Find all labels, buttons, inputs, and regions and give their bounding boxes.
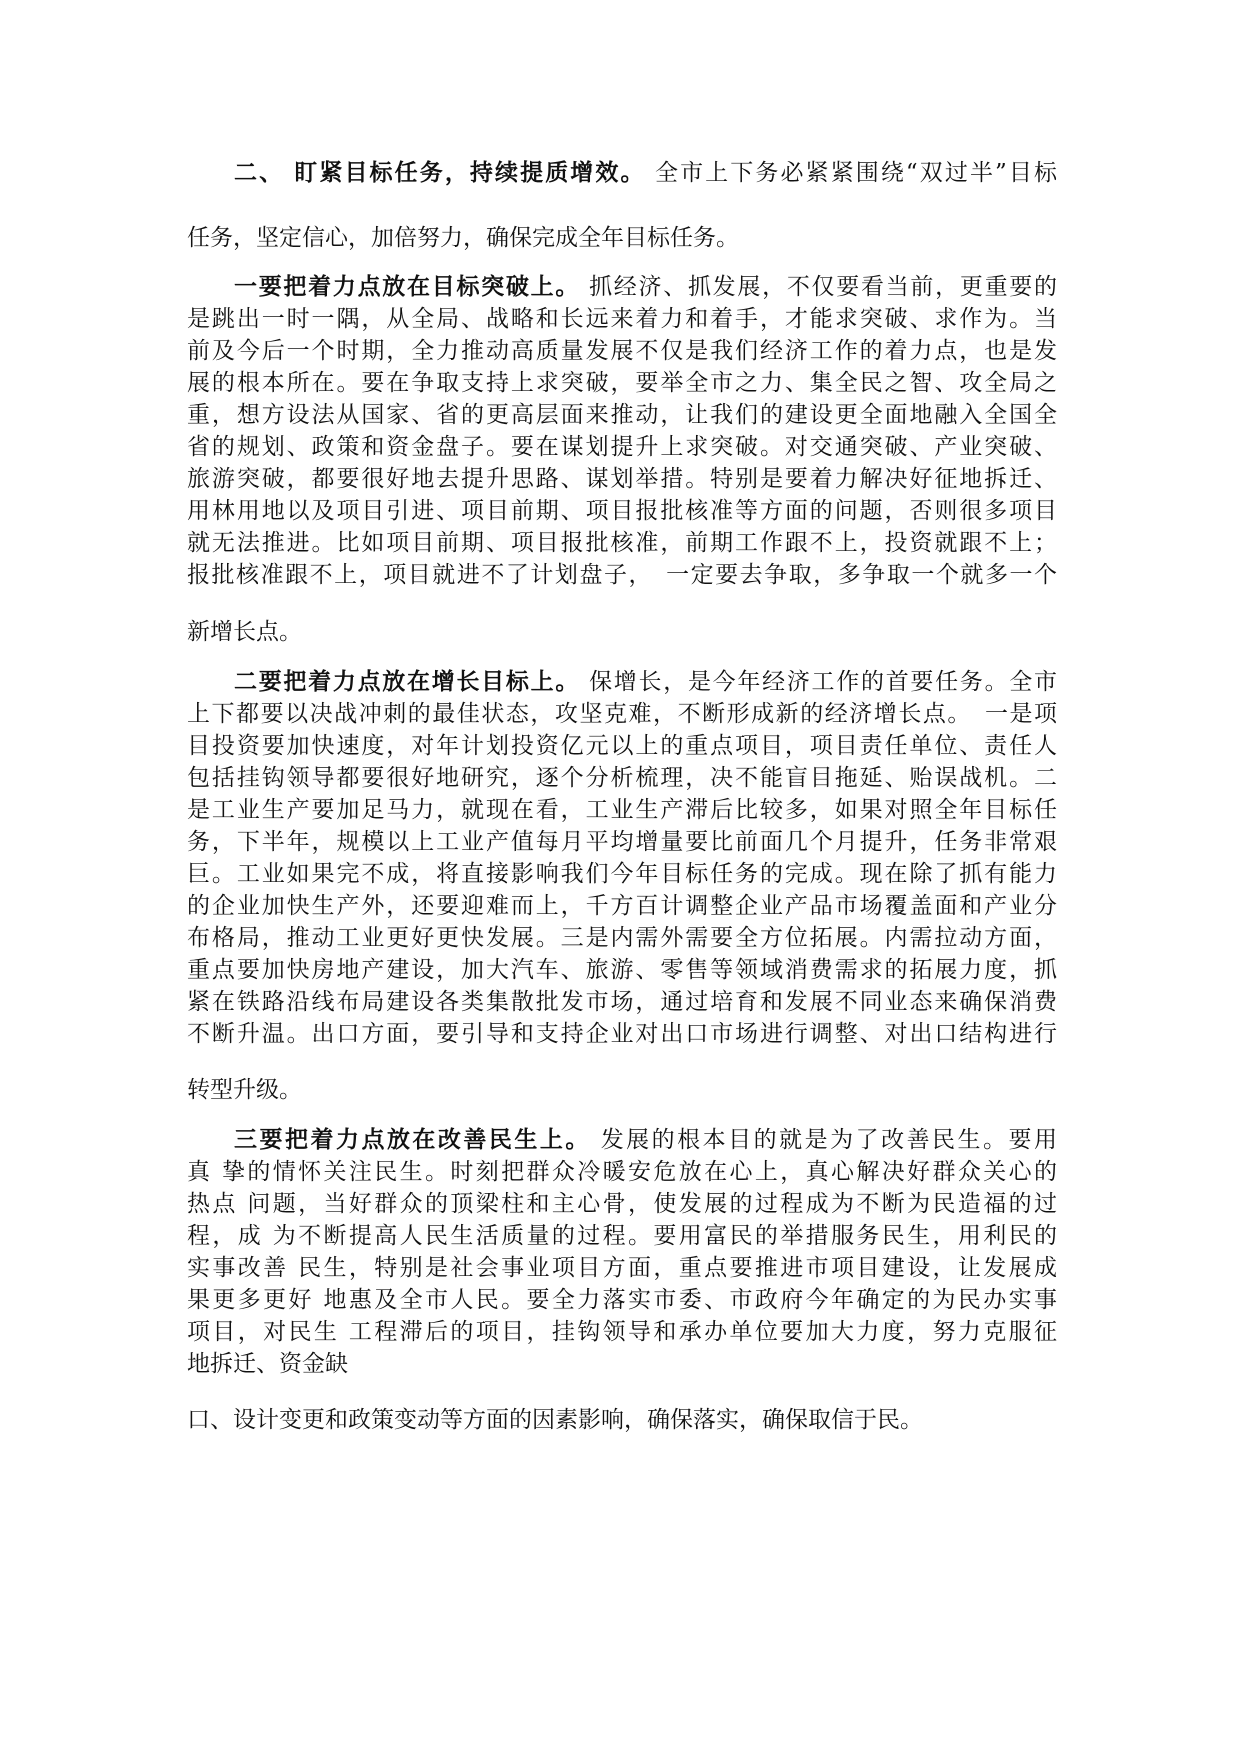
point-one-heading: 一要把着力点放在目标突破上。 — [234, 273, 581, 300]
point-two-line-1 — [234, 666, 1057, 698]
paragraph-line: 紧在铁路沿线布局建设各类集散批发市场，通过培育和发展不同业态来确保消费 — [187, 989, 1057, 1015]
point-three-heading: 三要把着力点放在改善民生上。 — [234, 1126, 591, 1153]
paragraph-line: 项目，对民生 工程滞后的项目，挂钩领导和承办单位要加大力度，努力克服征 — [187, 1319, 1057, 1345]
paragraph-line: 果更多更好 地惠及全市人民。要全力落实市委、市政府今年确定的为民办实事 — [187, 1287, 1057, 1313]
paragraph-line: 前及今后一个时期，全力推动高质量发展不仅是我们经济工作的着力点，也是发 — [187, 338, 1057, 364]
section-two-line-1 — [234, 157, 1057, 189]
paragraph-line: 用林用地以及项目引进、项目前期、项目报批核准等方面的问题，否则很多项目 — [187, 498, 1057, 524]
paragraph-line: 地拆迁、资金缺 — [187, 1351, 348, 1377]
point-two-text: 保增长，是今年经济工作的首要任务。全市 — [589, 669, 1057, 695]
paragraph-line: 是工业生产要加足马力，就现在看，工业生产滞后比较多，如果对照全年目标任 — [187, 797, 1057, 823]
paragraph-line: 程，成 为不断提高人民生活质量的过程。要用富民的举措服务民生，用利民的 — [187, 1223, 1057, 1249]
paragraph-line: 重点要加快房地产建设，加大汽车、旅游、零售等领域消费需求的拓展力度，抓 — [187, 957, 1057, 983]
paragraph-line: 省的规划、政策和资金盘子。要在谋划提升上求突破。对交通突破、产业突破、 — [187, 434, 1057, 460]
paragraph-line: 务，下半年，规模以上工业产值每月平均增量要比前面几个月提升，任务非常艰 — [187, 829, 1057, 855]
paragraph-line: 巨。工业如果完不成，将直接影响我们今年目标任务的完成。现在除了抓有能力 — [187, 861, 1057, 887]
paragraph-line: 包括挂钩领导都要很好地研究，逐个分析梳理，决不能盲目拖延、贻误战机。二 — [187, 765, 1057, 791]
paragraph-line: 是跳出一时一隅，从全局、战略和长远来着力和着手，才能求突破、求作为。当 — [187, 306, 1057, 332]
paragraph-line: 就无法推进。比如项目前期、项目报批核准，前期工作跟不上，投资就跟不上； — [187, 530, 1057, 556]
point-one-text: 抓经济、抓发展，不仅要看当前，更重要的 — [589, 274, 1057, 300]
point-one-line-1 — [234, 271, 1057, 303]
point-three-text: 发展的根本目的就是为了改善民生。要用 — [600, 1127, 1057, 1153]
paragraph-line: 上下都要以决战冲刺的最佳状态，攻坚克难，不断形成新的经济增长点。 一是项 — [187, 701, 1057, 727]
section-two-text: 全市上下务必紧紧围绕“双过半”目标 — [654, 160, 1057, 186]
paragraph-line: 旅游突破，都要很好地去提升思路、谋划举措。特别是要着力解决好征地拆迁、 — [187, 466, 1057, 492]
point-three-line-1 — [234, 1124, 1057, 1156]
paragraph-line: 实事改善 民生，特别是社会事业项目方面，重点要推进市项目建设，让发展成 — [187, 1255, 1057, 1281]
paragraph-last-line: 新增长点。 — [187, 619, 302, 645]
section-two-line-2: 任务，坚定信心，加倍努力，确保完成全年目标任务。 — [187, 225, 739, 251]
point-two-heading: 二要把着力点放在增长目标上。 — [234, 668, 581, 695]
paragraph-last-line: 口、设计变更和政策变动等方面的因素影响，确保落实，确保取信于民。 — [187, 1407, 923, 1433]
paragraph-line: 的企业加快生产外，还要迎难而上，千方百计调整企业产品市场覆盖面和产业分 — [187, 893, 1057, 919]
paragraph-line: 重，想方设法从国家、省的更高层面来推动，让我们的建设更全面地融入全国全 — [187, 402, 1057, 428]
paragraph-line: 展的根本所在。要在争取支持上求突破，要举全市之力、集全民之智、攻全局之 — [187, 370, 1057, 396]
paragraph-line: 报批核准跟不上，项目就进不了计划盘子， 一定要去争取，多争取一个就多一个 — [187, 562, 1057, 588]
paragraph-line: 热点 问题，当好群众的顶梁柱和主心骨，使发展的过程成为不断为民造福的过 — [187, 1191, 1057, 1217]
section-two-heading: 二、 盯紧目标任务，持续提质增效。 — [234, 159, 646, 186]
paragraph-line: 目投资要加快速度，对年计划投资亿元以上的重点项目，项目责任单位、责任人 — [187, 733, 1057, 759]
paragraph-line: 不断升温。出口方面，要引导和支持企业对出口市场进行调整、对出口结构进行 — [187, 1021, 1057, 1047]
paragraph-line: 真 挚的情怀关注民生。时刻把群众冷暖安危放在心上，真心解决好群众关心的 — [187, 1159, 1057, 1185]
paragraph-line: 布格局，推动工业更好更快发展。三是内需外需要全方位拓展。内需拉动方面， — [187, 925, 1057, 951]
paragraph-last-line: 转型升级。 — [187, 1077, 302, 1103]
